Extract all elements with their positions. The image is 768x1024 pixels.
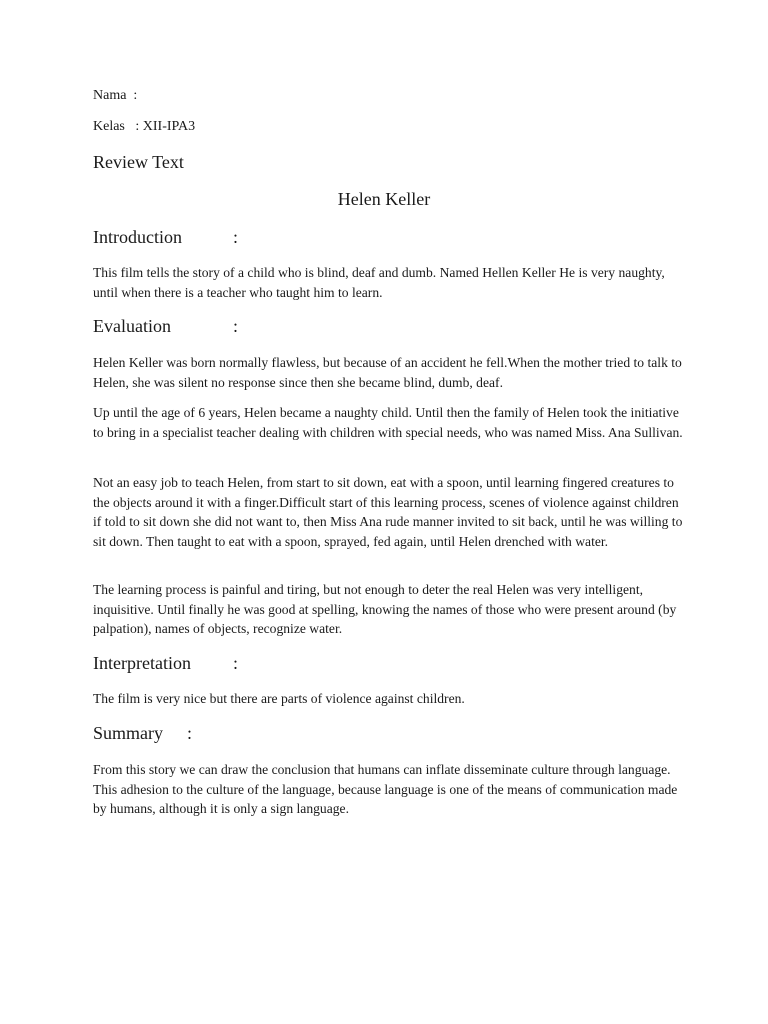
interpretation-heading-colon: : <box>233 653 239 673</box>
evaluation-heading <box>93 316 238 337</box>
evaluation-paragraph-1: Helen Keller was born normally flawless, but because of an accident he fell.When the mother tried to talk to Helen, she was silent no response since then she became blind, dumb, deaf. <box>93 355 682 390</box>
summary-heading <box>93 723 192 744</box>
evaluation-heading-label: Evaluation <box>93 316 171 336</box>
evaluation-paragraph-2: Up until the age of 6 years, Helen became a naughty child. Until then the family of Helen took the initiative to bring in a specialist teacher dealing with children with special needs, who was named Miss. Ana Sullivan. <box>93 405 683 440</box>
summary-heading-colon: : <box>187 723 193 743</box>
document-title: Helen Keller <box>337 189 431 209</box>
introduction-heading-colon: : <box>233 227 239 247</box>
interpretation-heading-label: Interpretation <box>93 653 191 673</box>
introduction-heading <box>93 227 238 248</box>
student-class-line: Kelas : XII-IPA3 <box>93 119 196 134</box>
student-name-line: Nama : <box>93 88 138 103</box>
interpretation-paragraph: The film is very nice but there are parts of violence against children. <box>93 691 465 706</box>
evaluation-paragraph-3: Not an easy job to teach Helen, from start to sit down, eat with a spoon, until learning fingered creatures to the objects around it with a finger.Difficult start of this learning process, scenes of violence against children if told to sit down she did not want to, then Miss Ana rude manner invited to sit back, until he was willing to sit down. Then taught to eat with a spoon, sprayed, fed again, until Helen drenched with water. <box>93 475 683 549</box>
interpretation-heading <box>93 653 238 674</box>
evaluation-heading-colon: : <box>233 316 239 336</box>
introduction-heading-label: Introduction <box>93 227 182 247</box>
document-type-heading: Review Text <box>93 152 184 172</box>
summary-paragraph: From this story we can draw the conclusion that humans can inflate disseminate culture through language. This adhesion to the culture of the language, because language is one of the means of communication made by humans, although it is only a sign language. <box>93 762 678 816</box>
evaluation-paragraph-4: The learning process is painful and tiring, but not enough to deter the real Helen was very intelligent, inquisitive. Until finally he was good at spelling, knowing the names of those who were present around (by palpation), names of objects, recognize water. <box>93 582 677 636</box>
summary-heading-label: Summary <box>93 723 163 743</box>
introduction-paragraph: This film tells the story of a child who is blind, deaf and dumb. Named Hellen Keller He is very naughty, until when there is a teacher who taught him to learn. <box>93 265 665 300</box>
